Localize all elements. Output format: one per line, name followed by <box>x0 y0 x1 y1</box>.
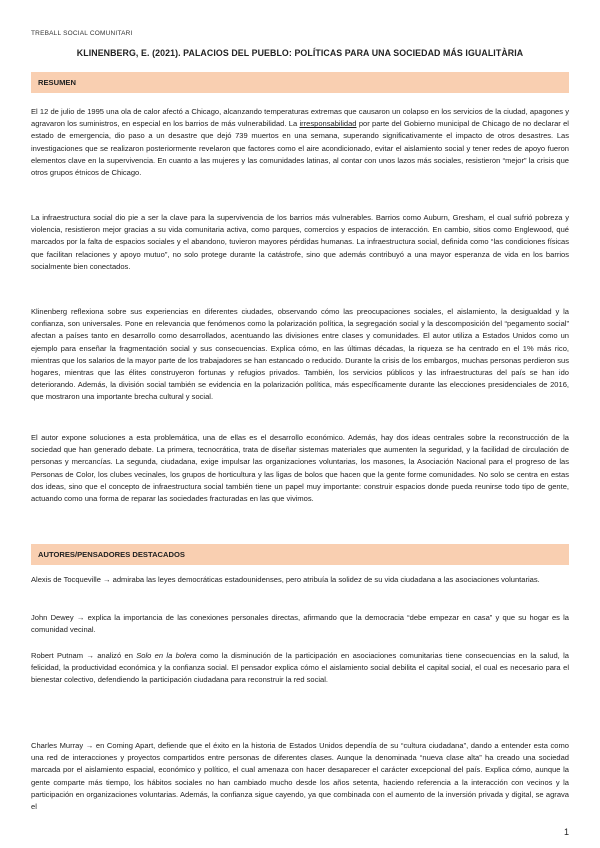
author-tocqueville: Alexis de Tocqueville → admiraba las leyes democráticas estadounidenses, pero atribuía la solidez de su vida ciudadana a las asociaciones voluntarias. <box>31 575 540 584</box>
author-dewey: John Dewey → explica la importancia de las conexiones personales directas, afirmando que la democracia “debe empezar en casa” y que su hogar es la comunidad vecinal. <box>31 613 569 635</box>
p1-underlined-word: irresponsabilidad <box>299 119 357 129</box>
document-title: KLINENBERG, E. (2021). PALACIOS DEL PUEBLO: POLÍTICAS PARA UNA SOCIEDAD MÁS IGUALITÀRIA <box>76 48 524 58</box>
p7-book-title: Solo en la bolera <box>136 651 197 660</box>
summary-paragraph-3: Klinenberg reflexiona sobre sus experiencias en diferentes ciudades, observando cómo las preocupaciones sociales, el aislamiento, la desigualdad y la confianza, son universales. Pone en relevancia que fenómenos como la polarización política, la segregación social y la descomposición del “pegamento social” afectan a países tanto en desarrollo como desarrollados, acentuando las divisiones entre clases y comunidades. El autor utiliza a Estados Unidos como un ejemplo para enseñar la fragmentación social y sus consecuencias. Explica cómo, en las últimas décadas, la riqueza se ha centrado en el 1% más rico, mientras que los salarios de la mayor parte de los trabajadores se han estancado o reducido. Durante la crisis de los embargos, muchas personas perdieron sus hogares, mientras que las élites construyeron fortunas y refugios privados. También, los servicios públicos y las infraestructuras del país se han ido deteriorando. Además, la división social también se evidencia en la polarización política, más específicamente durante las elecciones presidenciales de 2016, que mostraron una importante brecha cultural y social. <box>31 307 569 402</box>
section-summary-heading: RESUMEN <box>31 72 569 93</box>
summary-paragraph-1 <box>31 106 569 179</box>
p1-text-a: El 12 de julio de 1995 una ola de calor afectó a Chicago, alcanzando temperaturas extremas que causaron un colapso en los servicios de la ciudad, apagones y agravaron los suministros, en especial en los barrios de más vulnerabilidad. La <box>31 107 569 129</box>
p1-text-b: por parte del Gobierno municipal de Chicago de no declarar el estado de emergencia, dio paso a un desastre que dejó 739 muertos en una semana, superando significativamente el impacto de otros desastres. Las investigaciones que se realizaron posteriormente revelaron que factores como el aire acondicionado, evitar el aislamiento social y tener redes de apoyo fueron elementos clave en la supervivencia. En cuanto a las mujeres y las comunidades latinas, al contar con unos lazos más sociales, resistieron “mejor” la crisis que otros grupos étnicos de Chicago. <box>31 119 569 178</box>
course-header: TREBALL SOCIAL COMUNITARI <box>31 30 133 37</box>
summary-paragraph-4: El autor expone soluciones a esta problemática, una de ellas es el desarrollo económico. Además, hay dos ideas centrales sobre la reconstrucción de la sociedad que han generado debate. La primera, tecnocrática, trata de diseñar sistemas materiales que aumenten la seguridad, y la facilidad de circulación de personas y mercancías. La segunda, ciudadana, exige impulsar las organizaciones voluntarias, los masones, la Asociación Nacional para el progreso de las Personas de Color, los clubes vecinales, los grupos de horticultura y las ligas de bolos que hacen que la gente forme comunidades. No solo se centra en estas dos ideas, sino que el concepto de infraestructura social también tiene un papel muy importante: construir espacios donde pueda reunirse todo tipo de gente, actuando como una forma de reparar las sociedades fracturadas en las que vivimos. <box>31 433 569 504</box>
summary-paragraph-2: La infraestructura social dio pie a ser la clave para la supervivencia de los barrios más vulnerables. Barrios como Auburn, Gresham, el cual sufrió pobreza y violencia, resistieron mejor gracias a su vida comunitaria activa, como parques, comercios y espacios de interacción. En cambio, sitios como Englewood, qué marcados por la falta de espacios sociales y el abandono, tuvieron mayores pérdidas humanas. La infraestructura social, definida como “las condiciones físicas que facilitan relaciones y apoyo mutuo”, no solo protege durante la catástrofe, sino que además contribuyó a una mayor esperanza de vida en los barrios socialmente bien conectados. <box>31 213 569 271</box>
p7-text-a: Robert Putnam → analizó en <box>31 651 137 660</box>
author-putnam <box>31 650 569 687</box>
author-murray: Charles Murray → en Coming Apart, defiende que el éxito en la historia de Estados Unidos dependía de su “cultura ciudadana”, dando a entender esta como una red de interacciones y proyectos compartidos entre personas de diferentes clases. Aunque la denominada “nueva clase alta” ha creado una sociedad marcada por el aislamiento espacial, económico y político, el cual amenaza con hacer desaparecer el carácter excepcional del país. Explica cómo, aunque la gente comparte más tiempo, los hábitos sociales no han cambiado mucho desde los años setenta, haciendo referencia a la interacción con vecinos y la participación en organizaciones voluntarias. Además, la confianza sigue cayendo, ya que combinada con el aumento de la inversión privada y digital, se agrava el <box>31 741 569 812</box>
page-number: 1 <box>563 827 569 837</box>
p7-text-b: como la disminución de la participación en asociaciones comunitarias tiene consecuencias en la salud, la felicidad, la productividad económica y la confianza social. El pensador explica cómo el aislamiento social debilita el capital social, el cual es necesario para el bienestar colectivo, defendiendo la participación ciudadana para reconstruir la red social. <box>31 651 569 685</box>
section-authors-heading: AUTORES/PENSADORES DESTACADOS <box>31 544 569 565</box>
